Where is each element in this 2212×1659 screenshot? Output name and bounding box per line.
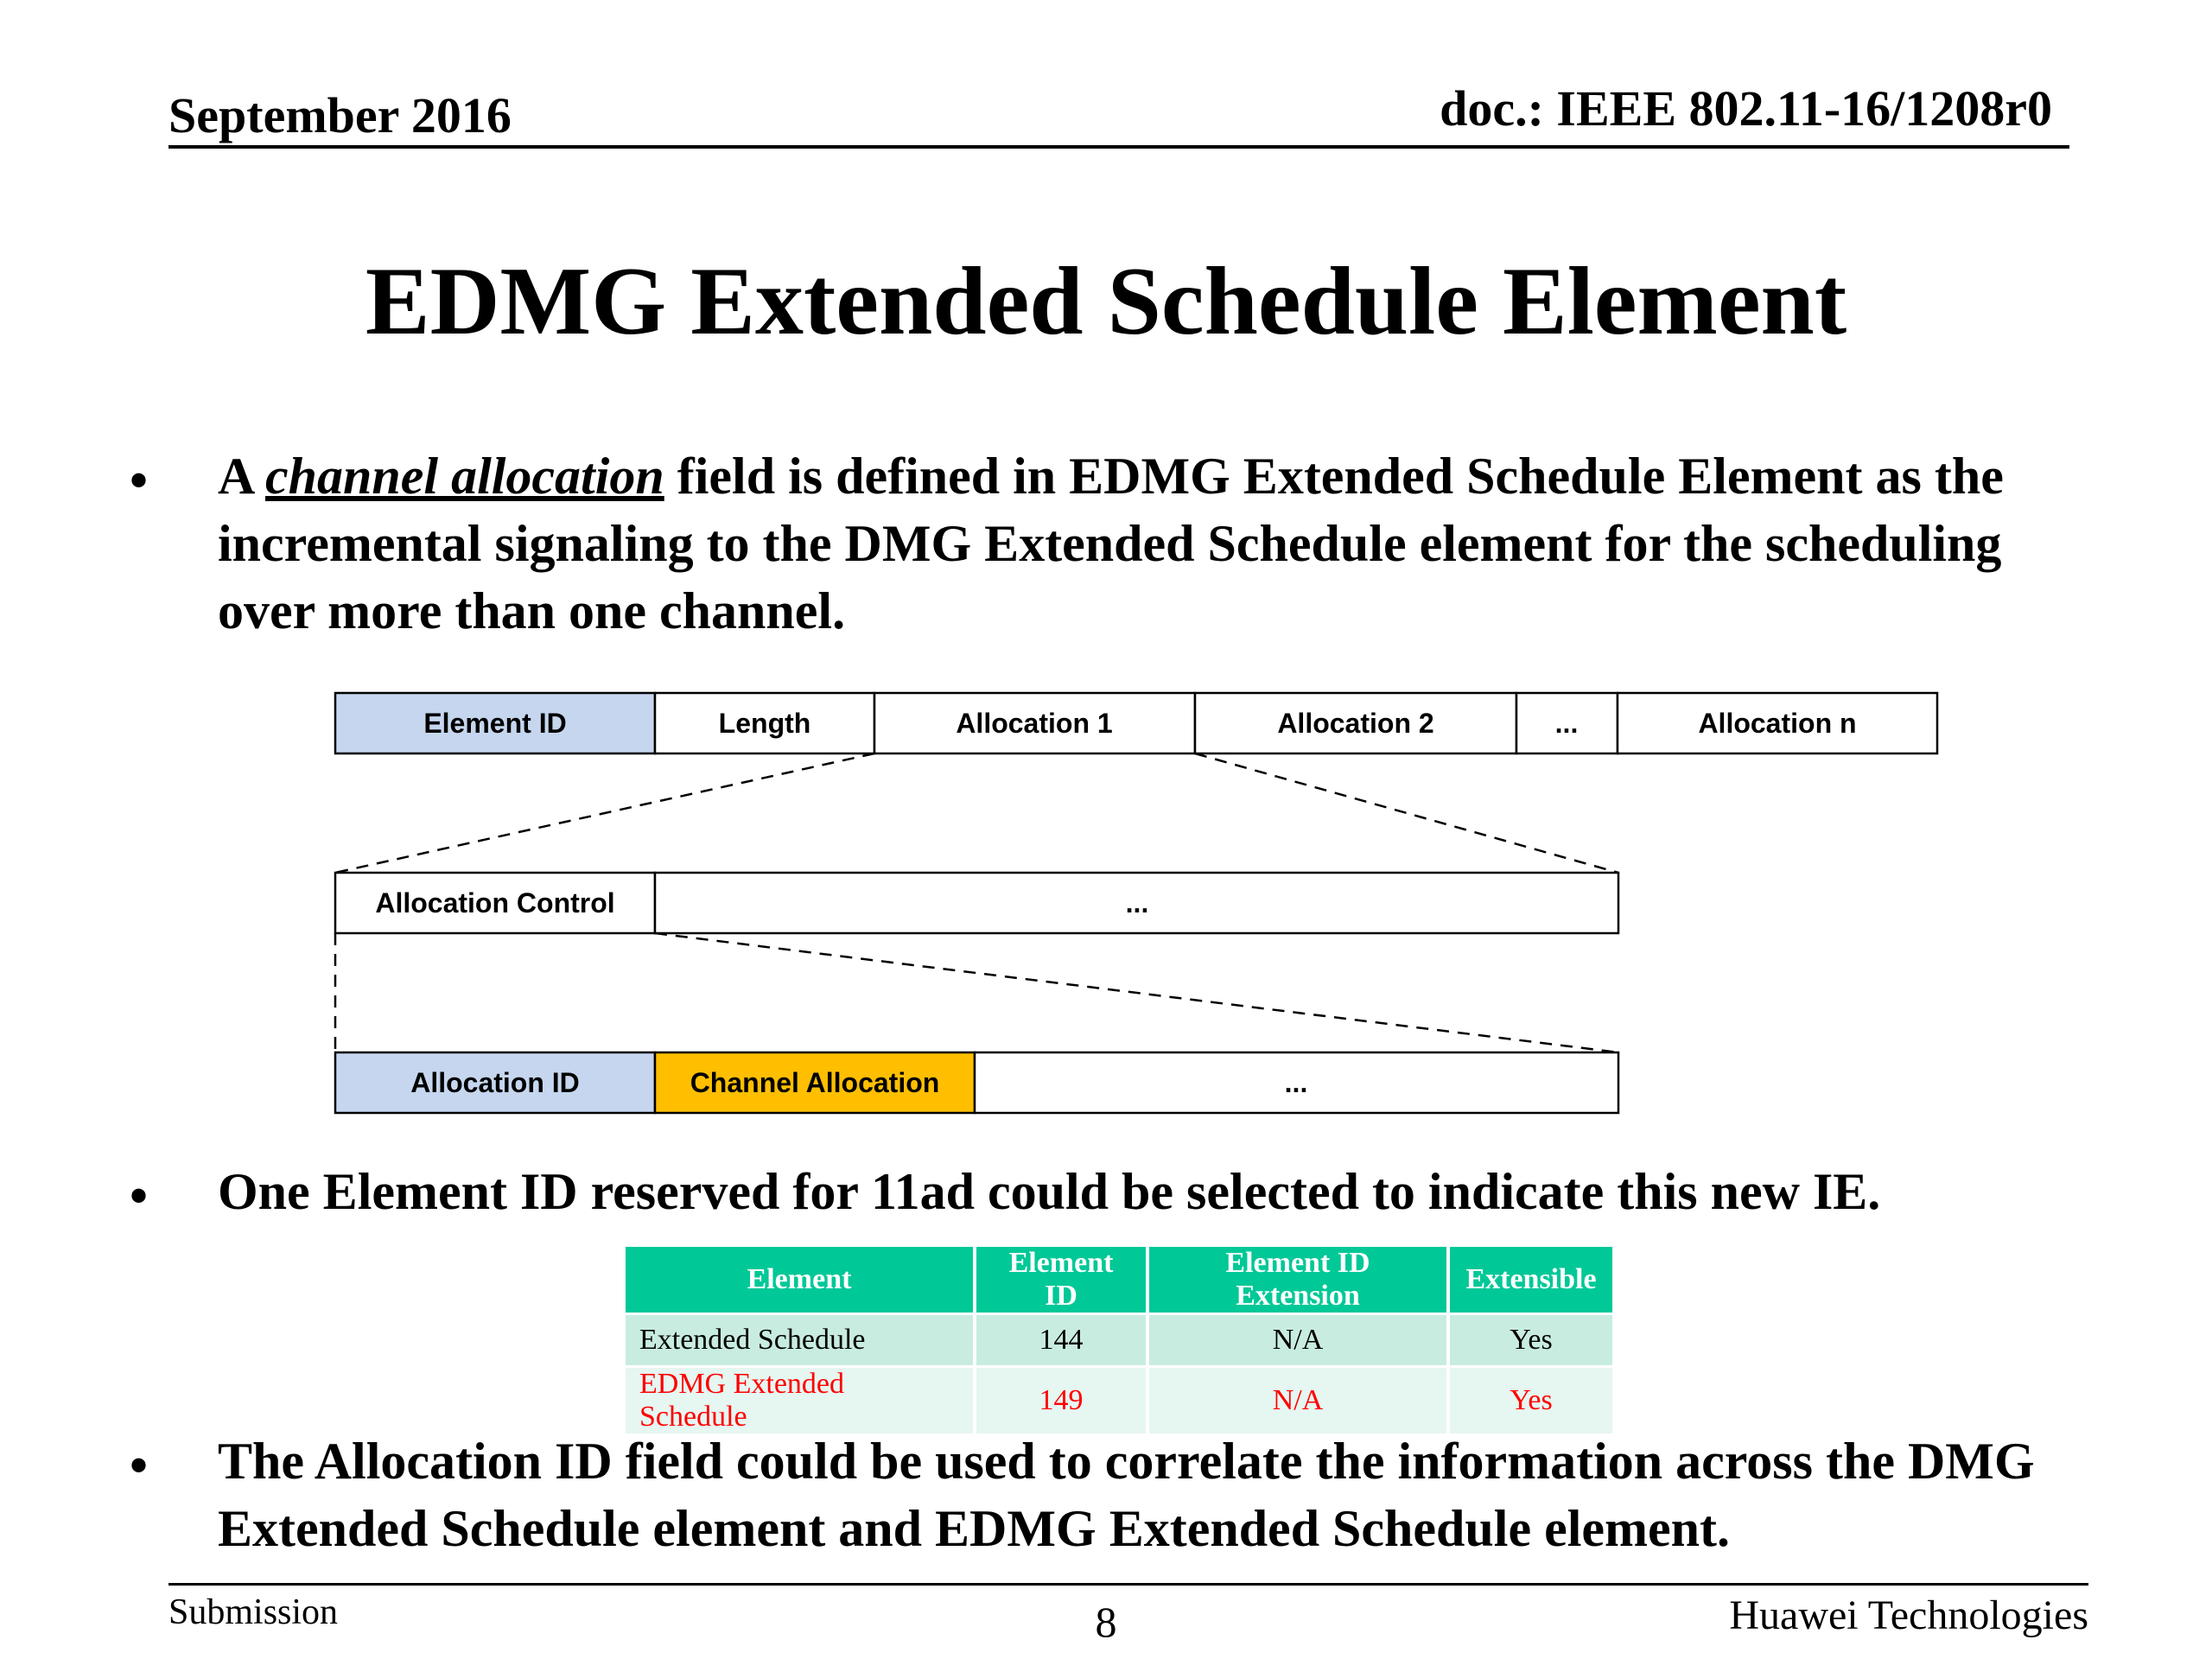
bullet-text-2: One Element ID reserved for 11ad could be selected to indicate this new IE. bbox=[218, 1163, 1881, 1220]
label-element-id: Element ID bbox=[423, 708, 567, 739]
table-header-element: Element bbox=[626, 1247, 973, 1313]
header-doc-id: doc.: IEEE 802.11-16/1208r0 bbox=[1440, 80, 2052, 137]
footer-rule bbox=[168, 1583, 2088, 1586]
label-channel-allocation: Channel Allocation bbox=[690, 1067, 940, 1098]
label-allocation-control: Allocation Control bbox=[375, 887, 615, 918]
table-header-extensible: Extensible bbox=[1450, 1247, 1612, 1313]
bullet-1-post: field is defined in EDMG Extended Schedule Element as the incremental signaling to the DMG Extended Schedule element for the scheduling over more than one channel. bbox=[218, 448, 2004, 639]
label-allocation-rest: ... bbox=[1125, 887, 1149, 918]
table-cell: 149 bbox=[976, 1365, 1146, 1433]
footer-company: Huawei Technologies bbox=[1729, 1592, 2088, 1638]
table-cell: N/A bbox=[1149, 1365, 1446, 1433]
bullet-marker-3: • bbox=[130, 1437, 149, 1494]
label-ellipsis: ... bbox=[1554, 708, 1579, 739]
header-date: September 2016 bbox=[168, 87, 512, 143]
label-control-rest: ... bbox=[1284, 1067, 1308, 1098]
row-outer-fields bbox=[335, 693, 1937, 753]
bullet-text-3: The Allocation ID field could be used to correlate the information across the DMG Extended Schedule element and EDMG Extended Schedule element. bbox=[218, 1433, 2035, 1557]
table-cell: N/A bbox=[1149, 1313, 1446, 1365]
table-cell: Yes bbox=[1450, 1365, 1612, 1433]
table-row bbox=[626, 1313, 1612, 1365]
label-allocation-2: Allocation 2 bbox=[1277, 708, 1434, 739]
footer-submission: Submission bbox=[168, 1592, 339, 1632]
bullet-marker-1: • bbox=[130, 452, 149, 509]
element-id-table bbox=[622, 1247, 1616, 1433]
bullet-1-emphasis: channel allocation bbox=[265, 448, 664, 505]
table-cell: Extended Schedule bbox=[626, 1313, 973, 1365]
table-cell: 144 bbox=[976, 1313, 1146, 1365]
label-length: Length bbox=[718, 708, 811, 739]
label-allocation-id: Allocation ID bbox=[410, 1067, 580, 1098]
label-allocation-n: Allocation n bbox=[1698, 708, 1857, 739]
table-header-row bbox=[626, 1247, 1612, 1313]
table-header-extension: Element ID Extension bbox=[1149, 1247, 1446, 1313]
table-cell: EDMG Extended Schedule bbox=[626, 1365, 973, 1433]
footer-page-number: 8 bbox=[1095, 1598, 1117, 1646]
table-header-element-id: Element ID bbox=[976, 1247, 1146, 1313]
slide-title: EDMG Extended Schedule Element bbox=[365, 248, 1847, 355]
label-allocation-1: Allocation 1 bbox=[956, 708, 1113, 739]
bullet-marker-2: • bbox=[130, 1167, 149, 1224]
table-row bbox=[626, 1365, 1612, 1433]
bullet-1-pre: A bbox=[218, 448, 266, 505]
table-cell: Yes bbox=[1450, 1313, 1612, 1365]
